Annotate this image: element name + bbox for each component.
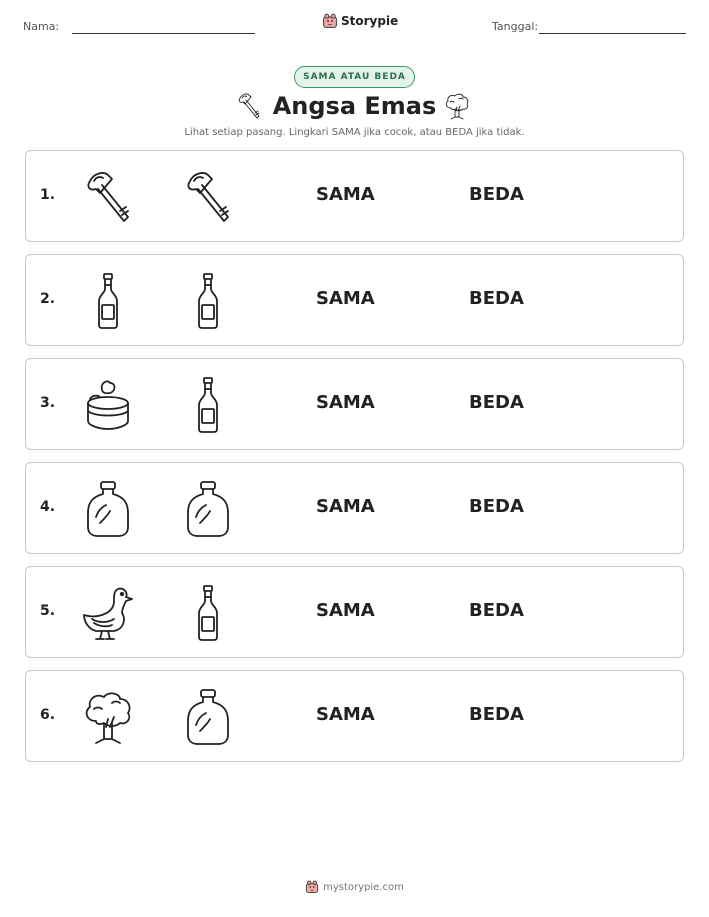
option-same[interactable]: SAMA xyxy=(316,288,375,309)
option-different[interactable]: BEDA xyxy=(469,704,524,725)
bottle-icon xyxy=(178,583,238,643)
question-number: 2. xyxy=(40,291,56,307)
axe-icon xyxy=(78,167,138,227)
bottle-icon xyxy=(78,271,138,331)
flask-icon xyxy=(78,479,138,539)
option-same[interactable]: SAMA xyxy=(316,600,375,621)
tree-icon xyxy=(78,687,138,747)
bottle-icon xyxy=(178,271,238,331)
brand xyxy=(322,13,398,29)
tree-icon xyxy=(442,91,472,121)
option-different[interactable]: BEDA xyxy=(469,600,524,621)
option-different[interactable]: BEDA xyxy=(469,496,524,517)
footer xyxy=(0,880,709,894)
instructions: Lihat setiap pasang. Lingkari SAMA jika cocok, atau BEDA jika tidak. xyxy=(184,127,525,138)
question-number: 4. xyxy=(40,499,56,515)
footer-site: mystorypie.com xyxy=(323,881,404,893)
axe-icon xyxy=(178,167,238,227)
question-row xyxy=(25,566,684,658)
storypie-logo-icon xyxy=(322,13,338,29)
question-row xyxy=(25,150,684,242)
name-label: Nama: xyxy=(23,20,60,33)
option-same[interactable]: SAMA xyxy=(316,496,375,517)
option-different[interactable]: BEDA xyxy=(469,392,524,413)
goose-icon xyxy=(78,583,138,643)
question-number: 5. xyxy=(40,603,56,619)
option-different[interactable]: BEDA xyxy=(469,288,524,309)
question-row xyxy=(25,670,684,762)
question-row xyxy=(25,462,684,554)
option-same[interactable]: SAMA xyxy=(316,392,375,413)
question-number: 6. xyxy=(40,707,56,723)
question-row xyxy=(25,254,684,346)
page-title: Angsa Emas xyxy=(272,92,437,120)
cake-icon xyxy=(78,375,138,435)
question-number: 1. xyxy=(40,187,56,203)
storypie-logo-icon xyxy=(305,880,319,894)
date-line[interactable] xyxy=(539,33,686,34)
option-same[interactable]: SAMA xyxy=(316,704,375,725)
option-same[interactable]: SAMA xyxy=(316,184,375,205)
brand-name: Storypie xyxy=(341,14,399,28)
question-number: 3. xyxy=(40,395,56,411)
flask-icon xyxy=(178,479,238,539)
flask-icon xyxy=(178,687,238,747)
worksheet-type-badge: SAMA ATAU BEDA xyxy=(294,66,415,88)
bottle-icon xyxy=(178,375,238,435)
option-different[interactable]: BEDA xyxy=(469,184,524,205)
name-line[interactable] xyxy=(72,33,255,34)
date-label: Tanggal: xyxy=(492,20,539,33)
question-row xyxy=(25,358,684,450)
